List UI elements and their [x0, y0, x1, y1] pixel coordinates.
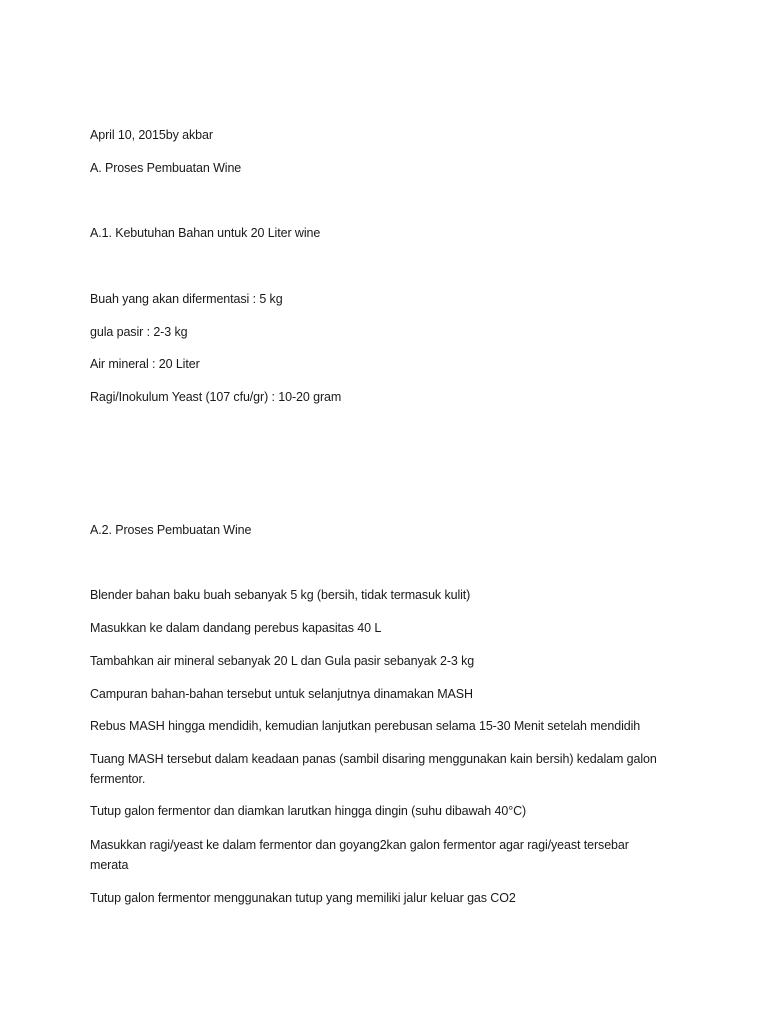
section-heading-a: A. Proses Pembuatan Wine — [90, 161, 242, 175]
ingredient-item: Ragi/Inokulum Yeast (107 cfu/gr) : 10-20 gram — [90, 390, 342, 404]
process-step: Rebus MASH hingga mendidih, kemudian lanjutkan perebusan selama 15-30 Menit setelah mendidih — [90, 719, 641, 733]
ingredient-item: gula pasir : 2-3 kg — [90, 325, 188, 339]
ingredient-item: Air mineral : 20 Liter — [90, 357, 200, 371]
process-step: Blender bahan baku buah sebanyak 5 kg (bersih, tidak termasuk kulit) — [90, 588, 471, 602]
ingredient-item: Buah yang akan difermentasi : 5 kg — [90, 292, 283, 306]
process-step: Tutup galon fermentor menggunakan tutup yang memiliki jalur keluar gas CO2 — [90, 891, 516, 905]
process-step: Campuran bahan-bahan tersebut untuk selanjutnya dinamakan MASH — [90, 687, 473, 701]
process-step: Tutup galon fermentor dan diamkan larutkan hingga dingin (suhu dibawah 40°C) — [90, 804, 527, 818]
process-step: Masukkan ragi/yeast ke dalam fermentor dan goyang2kan galon fermentor agar ragi/yeast tersebar merata — [90, 838, 629, 872]
section-heading-a2: A.2. Proses Pembuatan Wine — [90, 523, 252, 537]
section-heading-a1: A.1. Kebutuhan Bahan untuk 20 Liter wine — [90, 226, 321, 240]
post-meta: April 10, 2015by akbar — [90, 128, 213, 142]
process-step: Tuang MASH tersebut dalam keadaan panas (sambil disaring menggunakan kain bersih) kedalam galon fermentor. — [90, 752, 657, 786]
process-step: Masukkan ke dalam dandang perebus kapasitas 40 L — [90, 621, 382, 635]
process-step: Tambahkan air mineral sebanyak 20 L dan Gula pasir sebanyak 2-3 kg — [90, 654, 475, 668]
